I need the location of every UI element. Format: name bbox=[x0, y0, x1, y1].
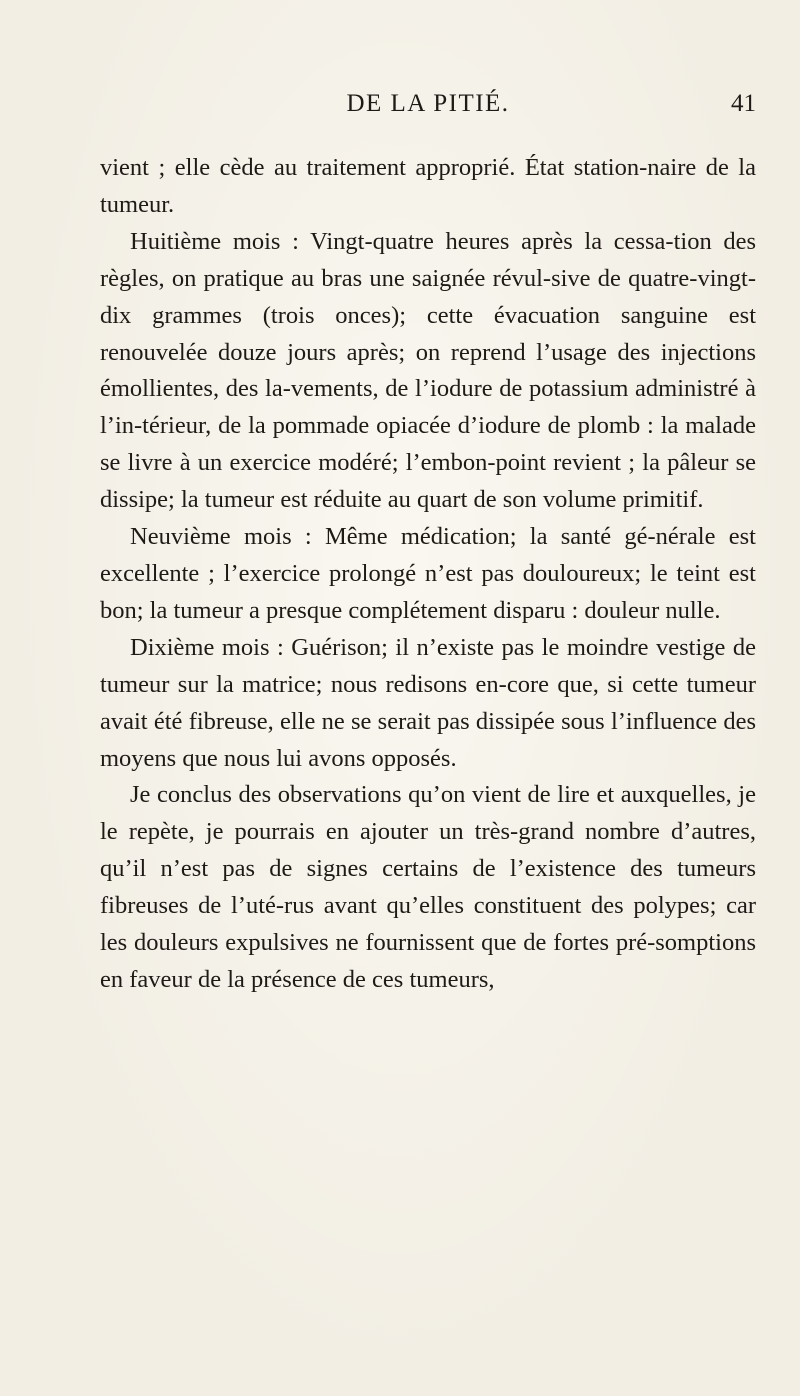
paragraph-continuation: vient ; elle cède au traitement approprié. État station-naire de la tumeur. bbox=[100, 154, 756, 218]
paragraph-huitieme-mois: Huitième mois : Vingt-quatre heures après la cessa-tion des règles, on pratique au bras une saignée révul-sive de quatre-vingt-dix grammes (trois onces); cette évacuation sanguine est renouvelée douze jours après; on reprend l’usage des injections émollientes, des la-vements, de l’iodure de potassium administré à l’in-térieur, de la pommade opiacée d’iodure de plomb : la malade se livre à un exercice modéré; l’embon-point revient ; la pâleur se dissipe; la tumeur est réduite au quart de son volume primitif. bbox=[100, 227, 756, 514]
paragraph-neuvieme-mois: Neuvième mois : Même médication; la santé gé-nérale est excellente ; l’exercice prolongé n’est pas douloureux; le teint est bon; la tumeur a presque complétement disparu : douleur nulle. bbox=[100, 523, 756, 624]
paragraph-conclusion: Je conclus des observations qu’on vient de lire et auxquelles, je le repète, je pourrais en ajouter un très-grand nombre d’autres, qu’il n’est pas de signes certains de l’existence des tumeurs fibreuses de l’uté-rus avant qu’elles constituent des polypes; car les douleurs expulsives ne fournissent que de fortes pré-somptions en faveur de la présence de ces tumeurs, bbox=[100, 781, 756, 993]
running-head bbox=[100, 88, 756, 132]
running-title: DE LA PITIÉ. bbox=[346, 90, 510, 117]
paragraph-dixieme-mois: Dixième mois : Guérison; il n’existe pas le moindre vestige de tumeur sur la matrice; nous redisons en-core que, si cette tumeur avait été fibreuse, elle ne se serait pas dissipée sous l’influence des moyens que nous lui avons opposés. bbox=[100, 633, 756, 772]
text-body bbox=[100, 150, 756, 999]
page-number: 41 bbox=[731, 90, 756, 117]
